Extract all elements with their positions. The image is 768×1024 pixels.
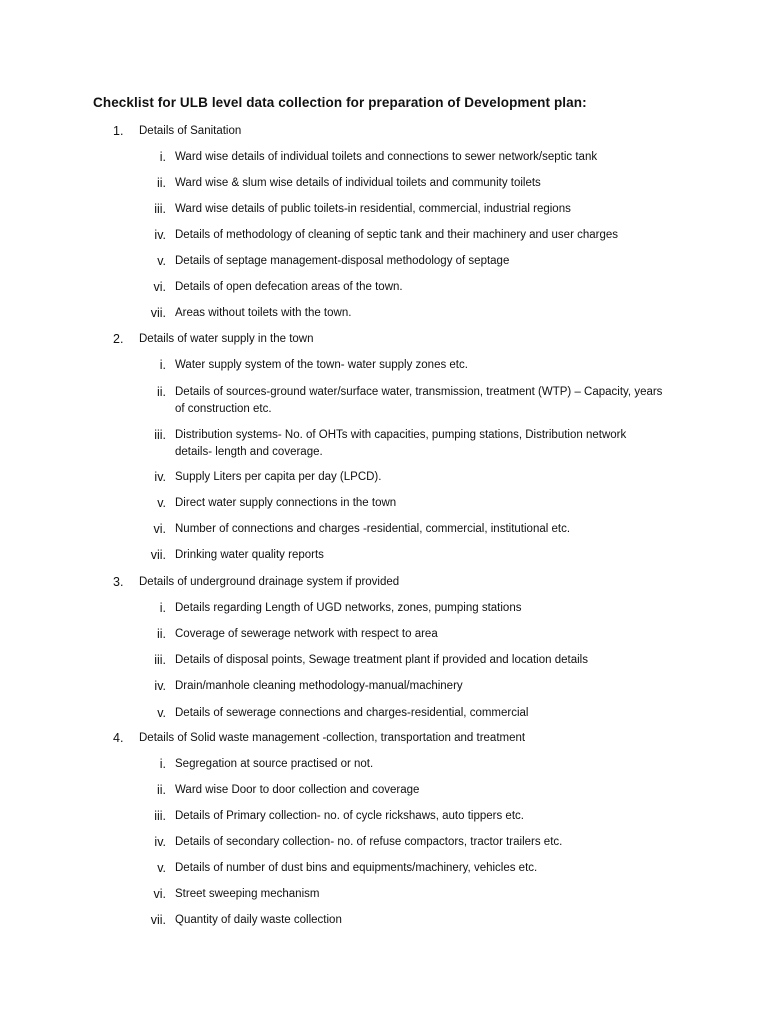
checklist-item: Details regarding Length of UGD networks, zones, pumping stations	[175, 602, 522, 614]
item-number: iv.	[154, 470, 166, 484]
checklist-item: Quantity of daily waste collection	[175, 914, 342, 926]
item-number: vii.	[150, 548, 166, 562]
checklist-item: Ward wise details of public toilets-in residential, commercial, industrial regions	[175, 203, 571, 215]
checklist-item: Coverage of sewerage network with respect to area	[175, 628, 438, 640]
section-heading: Details of Solid waste management -collection, transportation and treatment	[139, 732, 526, 744]
item-number: vii.	[150, 306, 166, 320]
item-number: iii.	[154, 809, 166, 823]
checklist-item: Details of methodology of cleaning of septic tank and their machinery and user charges	[175, 229, 619, 241]
checklist-item: Details of open defecation areas of the town.	[175, 281, 403, 293]
checklist-item: Ward wise Door to door collection and coverage	[175, 784, 420, 796]
item-number: iv.	[154, 679, 166, 693]
checklist-item: Areas without toilets with the town.	[175, 307, 352, 319]
section-number: 4.	[113, 731, 124, 745]
item-number: iv.	[154, 228, 166, 242]
checklist-item: Drinking water quality reports	[175, 549, 324, 561]
checklist-item: Details of secondary collection- no. of refuse compactors, tractor trailers etc.	[175, 836, 563, 848]
item-number: ii.	[156, 176, 166, 190]
item-number: vii.	[150, 913, 166, 927]
checklist-item: Details of sewerage connections and charges-residential, commercial	[175, 707, 529, 719]
item-number: v.	[157, 861, 166, 875]
section-number: 2.	[113, 332, 124, 346]
checklist-item: Distribution systems- No. of OHTs with capacities, pumping stations, Distribution network details- length and coverage.	[175, 429, 627, 458]
checklist-item: Details of Primary collection- no. of cycle rickshaws, auto tippers etc.	[175, 810, 524, 822]
item-number: vi.	[153, 522, 166, 536]
item-number: i.	[159, 757, 166, 771]
item-number: i.	[159, 150, 166, 164]
section-number: 1.	[113, 124, 124, 138]
item-number: iii.	[154, 428, 166, 442]
item-number: iii.	[154, 202, 166, 216]
item-number: vi.	[153, 887, 166, 901]
item-number: ii.	[156, 783, 166, 797]
checklist-item: Segregation at source practised or not.	[175, 758, 374, 770]
section-number: 3.	[113, 575, 124, 589]
item-number: iv.	[154, 835, 166, 849]
checklist-item: Details of number of dust bins and equipments/machinery, vehicles etc.	[175, 862, 538, 874]
section-heading: Details of Sanitation	[139, 125, 242, 137]
checklist-item: Number of connections and charges -residential, commercial, institutional etc.	[175, 523, 571, 535]
item-number: v.	[157, 496, 166, 510]
section-heading: Details of water supply in the town	[139, 333, 314, 345]
item-number: ii.	[156, 627, 166, 641]
document-title: Checklist for ULB level data collection for preparation of Development plan:	[93, 95, 587, 110]
checklist-item: Details of disposal points, Sewage treatment plant if provided and location details	[175, 654, 588, 666]
checklist-item: Water supply system of the town- water supply zones etc.	[175, 359, 468, 371]
item-number: v.	[157, 254, 166, 268]
item-number: v.	[157, 706, 166, 720]
item-number: iii.	[154, 653, 166, 667]
checklist-item: Ward wise & slum wise details of individual toilets and community toilets	[175, 177, 541, 189]
checklist-item: Street sweeping mechanism	[175, 888, 320, 900]
checklist-item: Direct water supply connections in the town	[175, 497, 397, 509]
checklist-item: Ward wise details of individual toilets and connections to sewer network/septic tank	[175, 151, 598, 163]
checklist-item: Details of septage management-disposal methodology of septage	[175, 255, 510, 267]
checklist-item: Supply Liters per capita per day (LPCD).	[175, 471, 382, 483]
checklist-item: Drain/manhole cleaning methodology-manual/machinery	[175, 680, 463, 692]
item-number: i.	[159, 601, 166, 615]
item-number: vi.	[153, 280, 166, 294]
item-number: i.	[159, 358, 166, 372]
checklist-item: Details of sources-ground water/surface water, transmission, treatment (WTP) – Capacity, years of construction etc.	[175, 386, 663, 415]
section-heading: Details of underground drainage system if provided	[139, 576, 400, 588]
item-number: ii.	[156, 385, 166, 399]
